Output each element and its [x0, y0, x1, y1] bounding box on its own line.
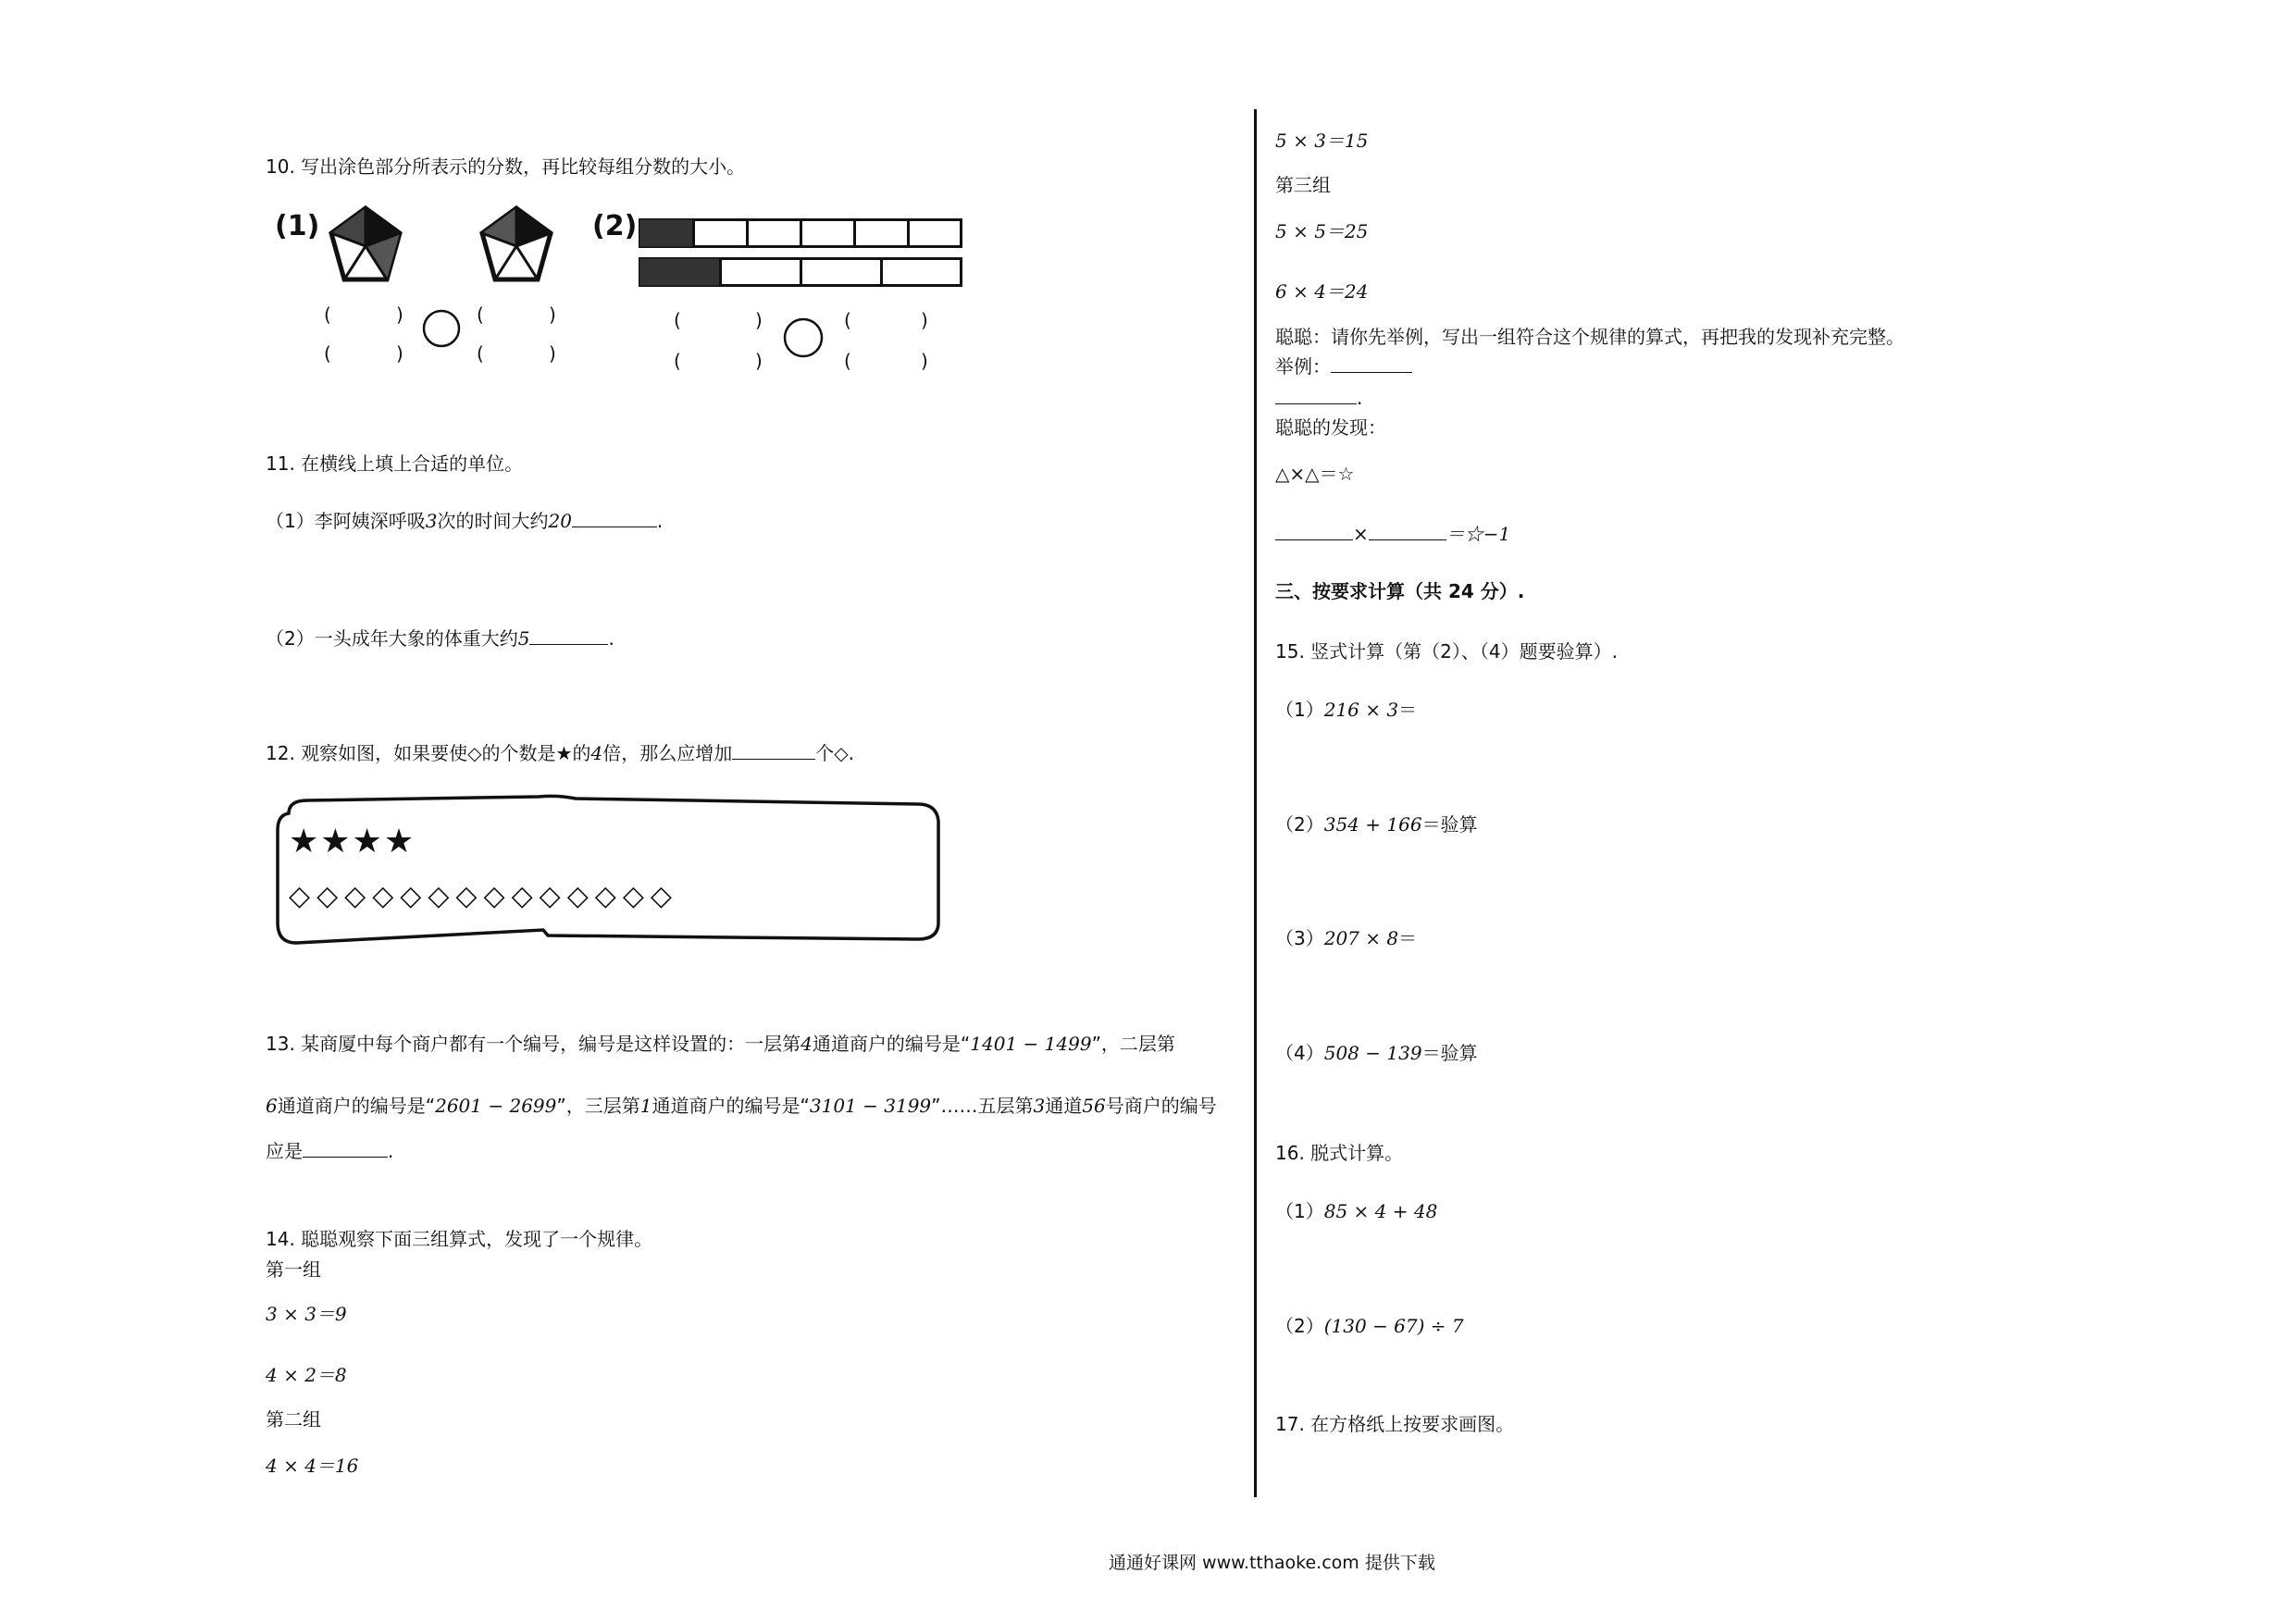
q15-item-3-label: （3）: [1275, 927, 1324, 949]
q14-eq-3: 4 × 4＝16: [266, 1455, 359, 1477]
q10-1-compare-circle[interactable]: [421, 308, 462, 349]
q14-eq-6: 6 × 4＝24: [1275, 280, 1369, 303]
q13-answer-blank[interactable]: [303, 1140, 388, 1158]
q10-2-blank-b-open: (: [674, 350, 681, 372]
q14-example-period: .: [1357, 387, 1363, 409]
q14-group-3-label: 第三组: [1275, 174, 1331, 196]
q16-item-1-label: （1）: [1275, 1200, 1324, 1222]
q11-item-2-period: .: [608, 627, 614, 650]
q12-figure-frame: [270, 793, 946, 950]
q13-l2-n4: 56: [1082, 1095, 1106, 1117]
q15-title: 15. 竖式计算（第（2）、（4）题要验算）.: [1275, 640, 1618, 663]
q13-l3-end: .: [388, 1140, 394, 1162]
q15-item-1-expr: 216 × 3: [1323, 699, 1399, 721]
q11-item-2: [266, 627, 614, 650]
q10-1-blank-a-open: (: [324, 304, 331, 326]
q10-2-blank-d-close: ): [921, 350, 928, 372]
q10-part2-label: (2): [592, 210, 638, 242]
q11-title: 11. 在横线上填上合适的单位。: [266, 452, 524, 475]
q13-l2-b: ”，三层第: [556, 1095, 640, 1117]
q13-line-2: [266, 1095, 1217, 1118]
column-divider: [1254, 109, 1257, 1497]
q15-item-2: [1275, 813, 1478, 836]
q12-num: 4: [590, 742, 603, 764]
q13-line-3: [266, 1140, 393, 1163]
q13-l2-r1: 2601 − 2699: [435, 1095, 557, 1117]
q16-item-1: [1275, 1200, 1437, 1223]
q14-finding-times: ×: [1353, 523, 1369, 545]
q10-1-blank-d-close: ): [549, 342, 556, 365]
q12-diamonds: ◇◇◇◇◇◇◇◇◇◇◇◇◇◇: [289, 880, 678, 912]
pentagon-figure-2: [479, 205, 553, 284]
q10-title: 10. 写出涂色部分所表示的分数，再比较每组分数的大小。: [266, 155, 746, 178]
q14-group-1-label: 第一组: [266, 1258, 321, 1281]
q11-item-1-mid: 次的时间大约: [437, 510, 549, 532]
q10-2-blank-a-open: (: [674, 309, 681, 331]
page-footer: 通通好课网 www.tthaoke.com 提供下载: [1109, 1553, 1435, 1573]
q12-pre: 12. 观察如图，如果要使◇的个数是★的: [266, 742, 591, 764]
q14-finding-blank-2[interactable]: [1369, 523, 1446, 540]
q14-eq-1: 3 × 3＝9: [266, 1303, 347, 1325]
q13-line-1: [266, 1033, 1175, 1056]
q15-item-1-label: （1）: [1275, 699, 1324, 721]
q13-l2-n1: 6: [266, 1095, 278, 1117]
q10-1-blank-d-open: (: [477, 342, 484, 365]
q10-1-blank-b-close: ): [396, 342, 403, 365]
q10-part1-label: (1): [275, 210, 320, 242]
q13-l2-n3: 3: [1033, 1095, 1046, 1117]
q10-2-blank-b-close: ): [755, 350, 763, 372]
q14-finding-label: 聪聪的发现：: [1275, 416, 1386, 439]
q13-l2-r2: 3101 − 3199: [809, 1095, 932, 1117]
q10-1-blank-c-open: (: [477, 304, 484, 326]
q15-item-3-end: ＝: [1398, 927, 1418, 949]
q15-item-4-end: ＝验算: [1421, 1042, 1478, 1064]
q13-l1-b: 通道商户的编号是“: [812, 1033, 971, 1055]
q14-finding-rule-end: ＝☆−1: [1446, 523, 1511, 545]
q14-finding-formula: [1275, 523, 1510, 546]
q14-example-label: 举例：: [1275, 355, 1331, 378]
q12-question: [266, 742, 854, 765]
q14-rule: △×△＝☆: [1275, 463, 1355, 485]
q13-l2-c: 通道商户的编号是“: [652, 1095, 810, 1117]
q10-2-blank-c-open: (: [844, 309, 851, 331]
section-3-heading: 三、按要求计算（共 24 分）.: [1275, 580, 1525, 602]
q12-post: 个◇.: [815, 742, 854, 764]
q10-2-blank-d-open: (: [844, 350, 851, 372]
q14-example-blank-1[interactable]: [1331, 355, 1412, 373]
q11-item-1: [266, 510, 663, 533]
pentagon-figure-1: [329, 205, 403, 284]
q14-title: 14. 聪聪观察下面三组算式，发现了一个规律。: [266, 1228, 653, 1250]
q10-2-blank-c-close: ): [921, 309, 928, 331]
q15-item-4-label: （4）: [1275, 1042, 1324, 1064]
q10-1-blank-a-close: ): [396, 304, 403, 326]
q14-eq-2: 4 × 2＝8: [266, 1364, 347, 1386]
q14-example: [1275, 355, 1412, 378]
q16-item-2-expr: (130 − 67) ÷ 7: [1323, 1315, 1464, 1337]
q14-prompt: 聪聪：请你先举例，写出一组符合这个规律的算式，再把我的发现补充完整。: [1275, 326, 1905, 348]
q13-l2-e: 通道: [1045, 1095, 1083, 1117]
fraction-bar-4: [639, 257, 962, 287]
q15-item-2-end: ＝验算: [1421, 813, 1478, 836]
q15-item-4-expr: 508 − 139: [1323, 1042, 1422, 1064]
q15-item-3-expr: 207 × 8: [1323, 927, 1399, 949]
q14-example-line-2: [1275, 387, 1362, 410]
q13-l1-r1: 1401 − 1499: [970, 1033, 1092, 1055]
q15-item-2-label: （2）: [1275, 813, 1324, 836]
q14-group-2-label: 第二组: [266, 1408, 321, 1431]
q10-1-blank-c-close: ): [549, 304, 556, 326]
q15-item-2-expr: 354 + 166: [1323, 813, 1422, 836]
q10-2-compare-circle[interactable]: [782, 316, 825, 359]
q11-item-2-text: （2）一头成年大象的体重大约: [266, 627, 518, 650]
q13-l2-n2: 1: [639, 1095, 652, 1117]
q13-l1-c: ”，二层第: [1091, 1033, 1175, 1055]
q12-stars: ★★★★: [289, 823, 416, 861]
q13-l3-a: 应是: [266, 1140, 303, 1162]
q16-item-2: [1275, 1315, 1464, 1338]
q11-item-2-answer-blank[interactable]: [529, 627, 608, 645]
q10-1-blank-b-open: (: [324, 342, 331, 365]
q13-l2-d: ”……五层第: [931, 1095, 1034, 1117]
q15-item-3: [1275, 927, 1417, 950]
q17-title: 17. 在方格纸上按要求画图。: [1275, 1413, 1515, 1435]
q13-l2-f: 号商户的编号: [1105, 1095, 1217, 1117]
q16-item-1-expr: 85 × 4 + 48: [1323, 1200, 1438, 1222]
q13-l1-a: 13. 某商厦中每个商户都有一个编号，编号是这样设置的：一层第: [266, 1033, 801, 1055]
q14-eq-4: 5 × 3＝15: [1275, 130, 1369, 152]
q15-item-1-end: ＝: [1398, 699, 1418, 721]
q13-l2-a: 通道商户的编号是“: [277, 1095, 436, 1117]
q12-mid: 倍，那么应增加: [602, 742, 733, 764]
q14-example-blank-2[interactable]: [1275, 387, 1357, 404]
q11-item-2-num: 5: [517, 627, 530, 650]
q11-item-1-period: .: [656, 510, 664, 532]
q16-title: 16. 脱式计算。: [1275, 1142, 1404, 1164]
q11-item-1-num2: 20: [548, 510, 572, 532]
q11-item-1-text: （1）李阿姨深呼吸: [266, 510, 426, 532]
q12-answer-blank[interactable]: [732, 742, 815, 760]
q15-item-4: [1275, 1042, 1478, 1065]
q13-l1-n1: 4: [800, 1033, 813, 1055]
q11-item-1-num1: 3: [425, 510, 438, 532]
q11-item-1-answer-blank[interactable]: [572, 510, 657, 527]
fraction-bar-6: [639, 218, 962, 248]
q10-2-blank-a-close: ): [755, 309, 763, 331]
q15-item-1: [1275, 699, 1417, 722]
q14-finding-blank-1[interactable]: [1275, 523, 1353, 540]
q16-item-2-label: （2）: [1275, 1315, 1324, 1337]
q14-eq-5: 5 × 5＝25: [1275, 220, 1369, 242]
